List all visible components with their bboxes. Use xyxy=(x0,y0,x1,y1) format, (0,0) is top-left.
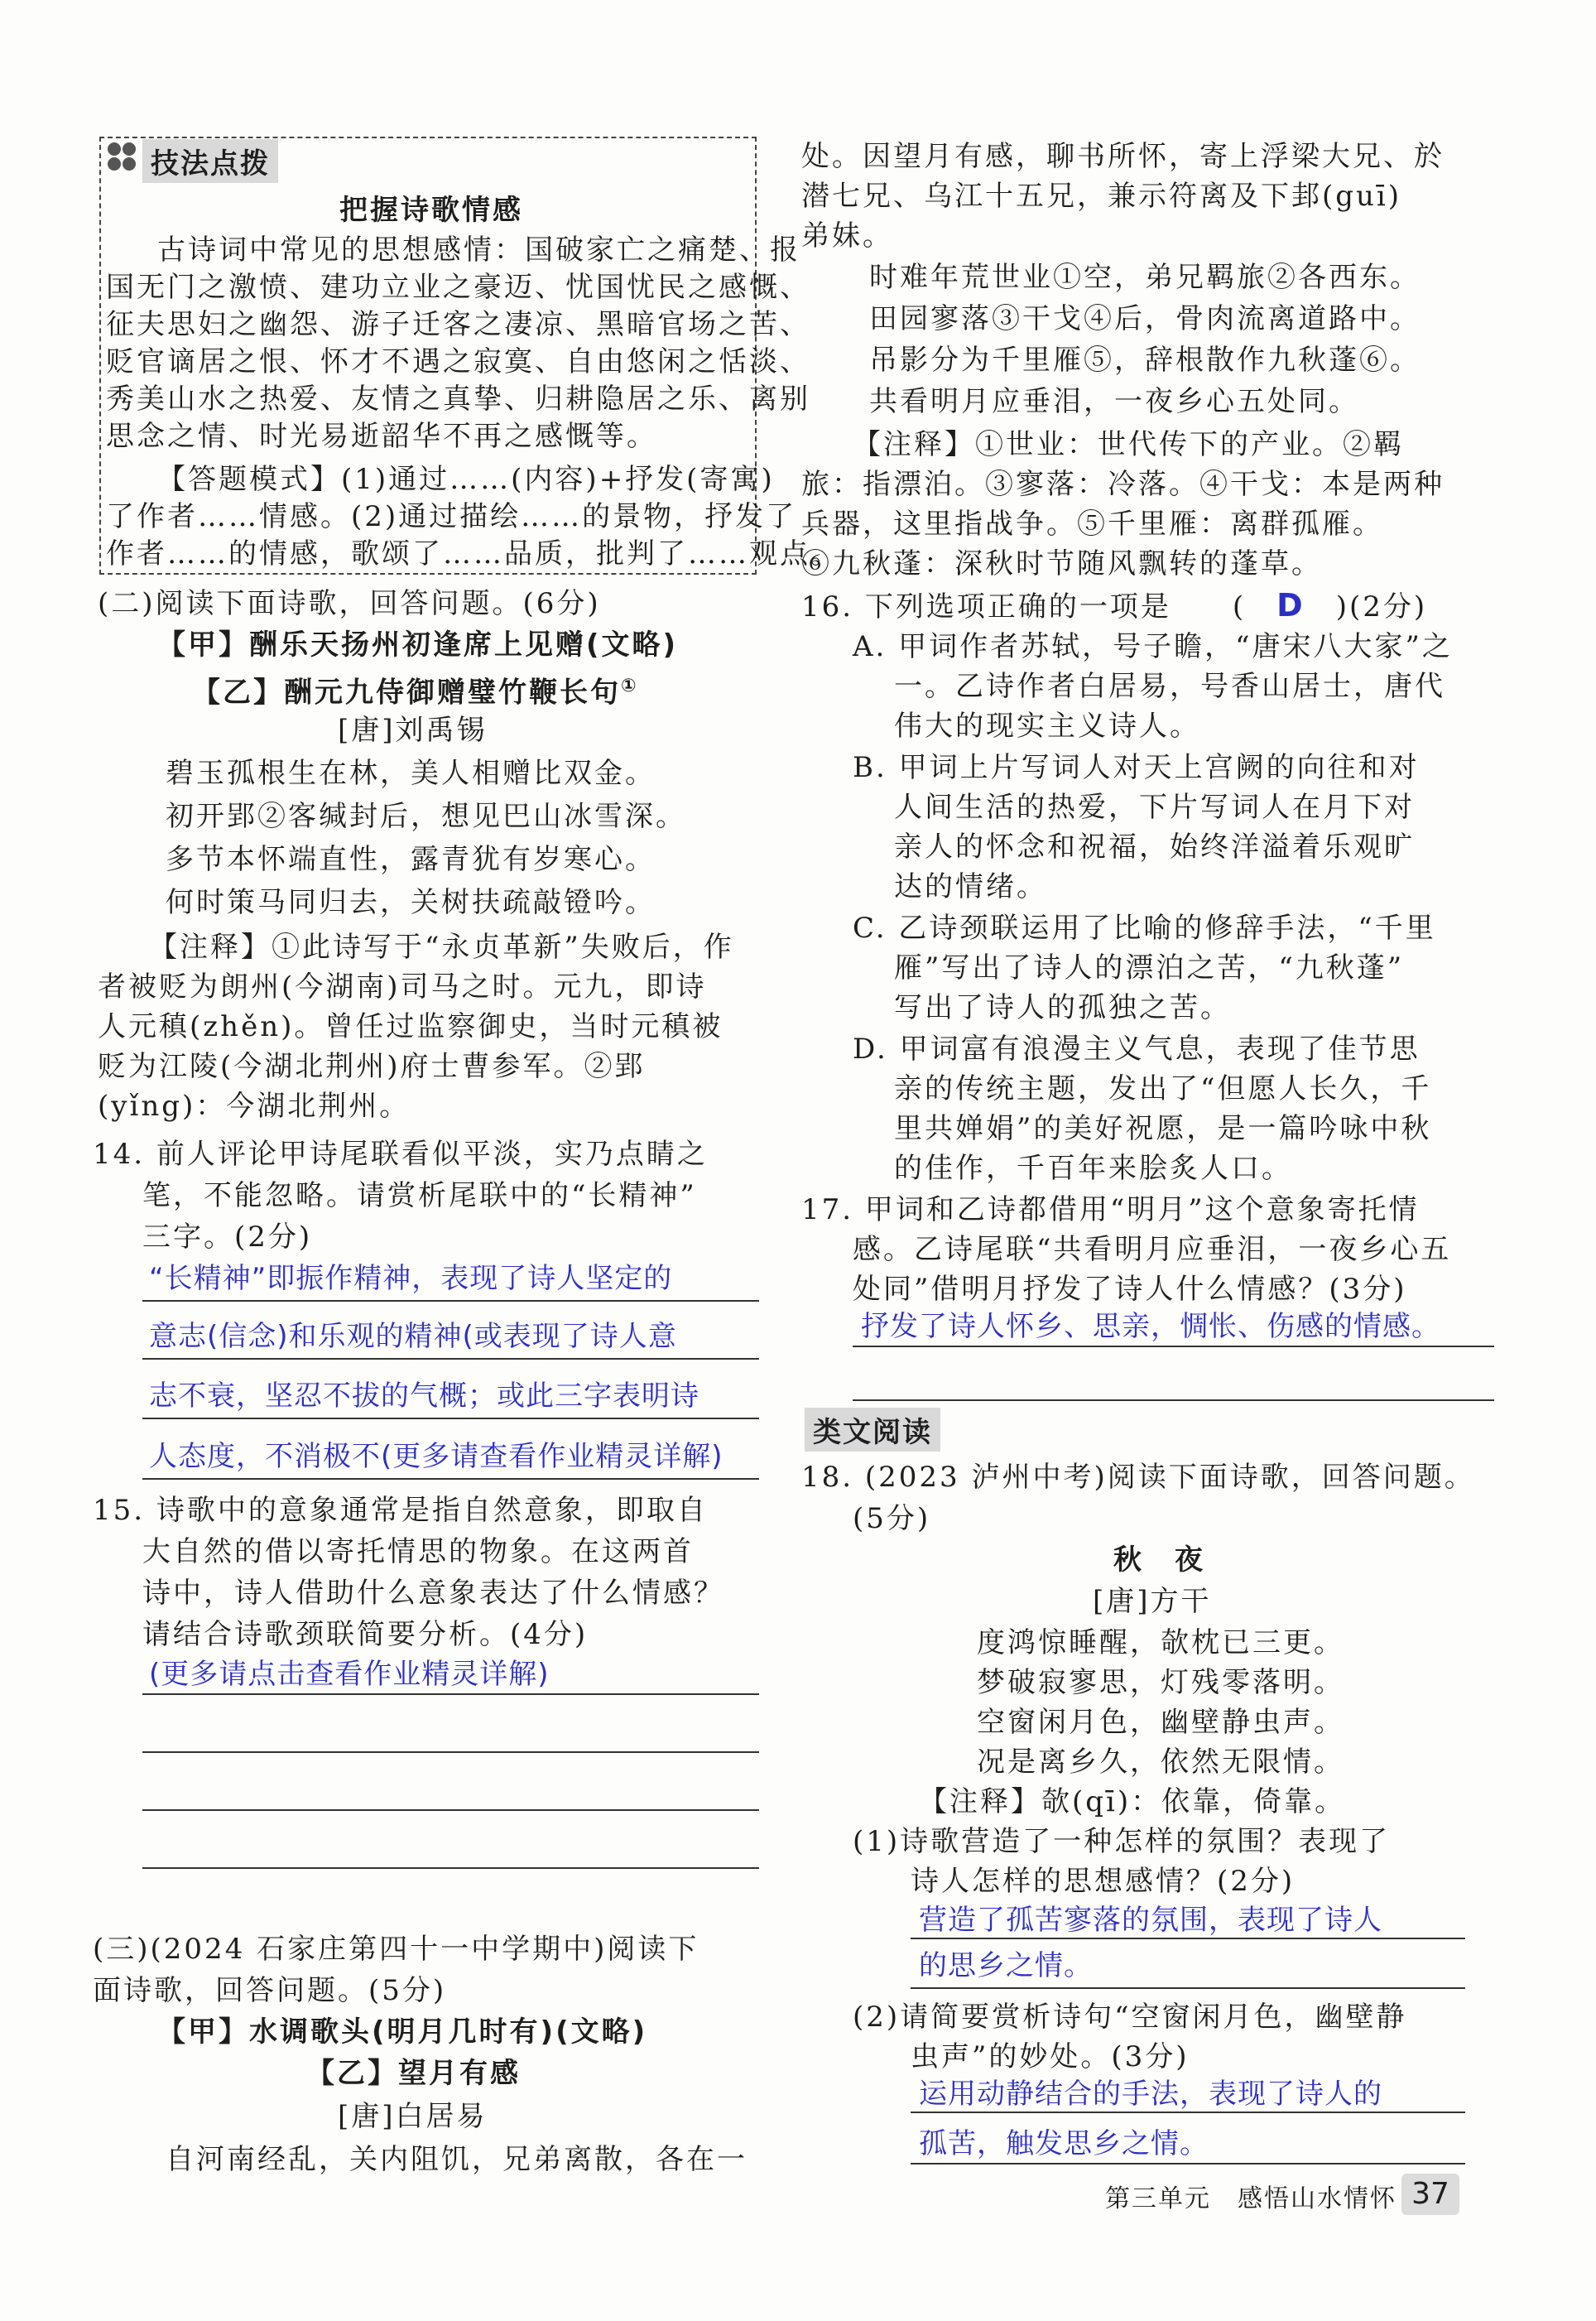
note-line: 兵器，这里指战争。⑤千里雁：离群孤雁。 xyxy=(801,508,1383,541)
preface-line: 潜七兄、乌江十五兄，兼示符离及下邽(guī) xyxy=(801,180,1402,213)
answer-rule xyxy=(911,1938,1465,1939)
q18-sub1-answer: 营造了孤苦寥落的氛围，表现了诗人 xyxy=(919,1904,1382,1937)
tip-dots-icon xyxy=(108,142,141,176)
sec2-poem-a: 【甲】酬乐天扬州初逢席上见赠(文略) xyxy=(157,628,679,662)
note-line: 【注释】①世业：世代传下的产业。②羁 xyxy=(853,428,1404,461)
q17-line: 17. 甲词和乙诗都借用“明月”这个意象寄托情 xyxy=(801,1193,1420,1226)
q18-line: (5分) xyxy=(853,1502,931,1535)
answer-rule xyxy=(853,1346,1494,1347)
sec3-author: [唐]白居易 xyxy=(338,2100,488,2133)
poem-author: [唐]方干 xyxy=(1093,1585,1212,1618)
note-line: 旅：指漂泊。③寥落：冷落。④干戈：本是两种 xyxy=(801,468,1445,501)
q16-option: 亲人的怀念和祝福，始终洋溢着乐观旷 xyxy=(894,831,1415,864)
sec2-author: [唐]刘禹锡 xyxy=(338,714,488,747)
answer-rule xyxy=(142,1300,759,1302)
q14-answer: 人态度，不消极不(更多请查看作业精灵详解) xyxy=(149,1440,723,1473)
sec3-poem-b: 【乙】望月有感 xyxy=(306,2057,521,2090)
sec3-heading: 面诗歌，回答问题。(5分) xyxy=(93,1974,447,2007)
tip-line: 了作者……情感。(2)通过描绘……的景物，抒发了 xyxy=(106,500,797,533)
answer-rule xyxy=(911,1987,1465,1989)
tip-line: 秀美山水之热爱、友情之真挚、归耕隐居之乐、离别 xyxy=(106,383,810,416)
q16-stem: 16. 下列选项正确的一项是 ( D )(2分) xyxy=(801,587,1428,624)
preface-line: 弟妹。 xyxy=(801,219,893,253)
poem-line: 时难年荒世业①空，弟兄羁旅②各西东。 xyxy=(869,261,1421,294)
poem-line: 何时策马同归去，关树扶疏敲镫吟。 xyxy=(166,886,656,919)
q16-option: 一。乙诗作者白居易，号香山居士，唐代 xyxy=(894,670,1445,703)
q17-answer: 抒发了诗人怀乡、思亲，惆怅、伤感的情感。 xyxy=(861,1310,1440,1343)
answer-rule xyxy=(142,1358,759,1360)
poem-line: 田园寥落③干戈④后，骨肉流离道路中。 xyxy=(869,302,1421,335)
poem-line: 空窗闲月色，幽壁静虫声。 xyxy=(977,1706,1344,1739)
sec2-poem-b: 【乙】酬元九侍御赠璧竹鞭长句① xyxy=(192,676,637,710)
q18-sub1: (1)诗歌营造了一种怎样的氛围？表现了 xyxy=(853,1825,1391,1858)
answer-rule xyxy=(142,1751,759,1753)
q15-line: 请结合诗歌颈联简要分析。(4分) xyxy=(142,1618,589,1651)
poem-line: 梦破寂寥思，灯残零落明。 xyxy=(977,1666,1344,1699)
tip-title: 把握诗歌情感 xyxy=(339,194,523,227)
q18-sub2-answer: 孤苦，触发思乡之情。 xyxy=(919,2127,1209,2160)
q16-option: 达的情绪。 xyxy=(894,870,1047,903)
q14-line: 三字。(2分) xyxy=(142,1221,313,1254)
q16-option: 的佳作，千百年来脍炙人口。 xyxy=(894,1152,1292,1185)
q16-option: 人间生活的热爱，下片写词人在月下对 xyxy=(894,791,1415,824)
tip-line: 征夫思妇之幽怨、游子迁客之凄凉、黑暗官场之苦、 xyxy=(106,308,810,341)
poem-line: 度鸿惊睡醒，欹枕已三更。 xyxy=(977,1626,1344,1659)
tip-line: 贬官谪居之恨、怀才不遇之寂寞、自由悠闲之恬淡、 xyxy=(106,345,810,378)
q16-option: 雁”写出了诗人的漂泊之苦，“九秋蓬” xyxy=(894,951,1405,985)
note-line: 人元稹(zhěn)。曾任过监察御史，当时元稹被 xyxy=(98,1010,723,1043)
answer-rule xyxy=(853,1399,1494,1401)
answer-rule xyxy=(142,1478,759,1480)
tip-line: 作者……的情感，歌颂了……品质，批判了……观点。 xyxy=(106,537,841,571)
q18-sub1-answer: 的思乡之情。 xyxy=(919,1949,1093,1982)
answer-rule xyxy=(142,1809,759,1811)
q18-sub2: (2)请简要赏析诗句“空窗闲月色，幽壁静 xyxy=(853,2001,1407,2034)
poem-title: 秋 夜 xyxy=(1113,1543,1205,1577)
answer-rule xyxy=(142,1867,759,1869)
answer-rule xyxy=(911,2163,1465,2165)
poem-note: 【注释】欹(qī)：依靠，倚靠。 xyxy=(919,1785,1346,1818)
q16-option: B. 甲词上片写词人对天上宫阙的向往和对 xyxy=(853,751,1420,784)
q16-option: 亲的传统主题，发出了“但愿人长久，千 xyxy=(894,1072,1432,1105)
footer-unit: 第三单元 感悟山水情怀 xyxy=(1105,2184,1396,2213)
q17-line: 处同”借明月抒发了诗人什么情感？(3分) xyxy=(853,1273,1407,1306)
q14-answer: “长精神”即振作精神，表现了诗人坚定的 xyxy=(149,1262,673,1295)
note-line: 贬为江陵(今湖北荆州)府士曹参军。②郢 xyxy=(98,1050,646,1083)
q15-line: 15. 诗歌中的意象通常是指自然意象，即取自 xyxy=(93,1494,708,1527)
q17-line: 感。乙诗尾联“共看明月应垂泪，一夜乡心五 xyxy=(853,1233,1452,1266)
tip-tag: 技法点拨 xyxy=(142,139,278,183)
q16-option: C. 乙诗颈联运用了比喻的修辞手法，“千里 xyxy=(853,912,1436,945)
q15-line: 诗中，诗人借助什么意象表达了什么情感？ xyxy=(142,1577,724,1610)
tip-line: 【答题模式】(1)通过……(内容)+抒发(寄寓) xyxy=(157,463,775,496)
q14-answer: 意志(信念)和乐观的精神(或表现了诗人意 xyxy=(149,1320,677,1353)
q16-option: 伟大的现实主义诗人。 xyxy=(894,710,1200,743)
q14-line: 笔，不能忽略。请赏析尾联中的“长精神” xyxy=(142,1179,697,1212)
note-line: 【注释】①此诗写于“永贞革新”失败后，作 xyxy=(149,931,734,964)
q18-sub1: 诗人怎样的思想感情？(2分) xyxy=(911,1865,1296,1898)
poem-line: 碧玉孤根生在林，美人相赠比双金。 xyxy=(166,757,656,790)
poem-line: 初开郢②客缄封后，想见巴山冰雪深。 xyxy=(166,800,686,833)
sec3-heading: (三)(2024 石家庄第四十一中学期中)阅读下 xyxy=(93,1933,699,1966)
tip-line: 古诗词中常见的思想感情：国破家亡之痛楚、报 xyxy=(157,234,800,267)
sec4-tag: 类文阅读 xyxy=(805,1408,940,1452)
preface-line: 处。因望月有感，聊书所怀，寄上浮梁大兄、於 xyxy=(801,140,1445,173)
tip-line: 国无门之激愤、建功立业之豪迈、忧国忧民之感慨、 xyxy=(106,271,810,304)
q18-line: 18. (2023 泸州中考)阅读下面诗歌，回答问题。 xyxy=(801,1461,1475,1494)
q18-sub2-answer: 运用动静结合的手法，表现了诗人的 xyxy=(919,2078,1382,2111)
q16-option: 里共婵娟”的美好祝愿，是一篇吟咏中秋 xyxy=(894,1112,1432,1145)
q14-line: 14. 前人评论甲诗尾联看似平淡，实乃点睛之 xyxy=(93,1138,708,1171)
q16-option: D. 甲词富有浪漫主义气息，表现了佳节思 xyxy=(853,1033,1421,1066)
q18-sub2: 虫声”的妙处。(3分) xyxy=(911,2040,1190,2073)
answer-rule xyxy=(142,1418,759,1419)
note-line: ⑥九秋蓬：深秋时节随风飘转的蓬草。 xyxy=(801,547,1322,580)
q15-answer: (更多请点击查看作业精灵详解) xyxy=(149,1658,550,1691)
note-line: 者被贬为朗州(今湖南)司马之时。元九，即诗 xyxy=(98,970,707,1004)
note-line: (yǐng)：今湖北荆州。 xyxy=(98,1090,411,1123)
sec3-poem-a: 【甲】水调歌头(明月几时有)(文略) xyxy=(157,2015,648,2049)
poem-line: 共看明月应垂泪，一夜乡心五处同。 xyxy=(869,385,1359,418)
q14-answer: 志不衰，坚忍不拔的气概；或此三字表明诗 xyxy=(149,1380,699,1413)
poem-line: 多节本怀端直性，露青犹有岁寒心。 xyxy=(166,843,656,876)
tip-line: 思念之情、时光易逝韶华不再之感慨等。 xyxy=(106,420,657,453)
preface-line: 自河南经乱，关内阻饥，兄弟离散，各在一 xyxy=(166,2143,748,2176)
poem-line: 吊影分为千里雁⑤，辞根散作九秋蓬⑥。 xyxy=(869,344,1421,377)
page-number: 37 xyxy=(1401,2174,1459,2215)
q16-answer: D xyxy=(1276,587,1305,624)
q16-option: A. 甲词作者苏轼，号子瞻，“唐宋八大家”之 xyxy=(853,630,1453,663)
sec2-heading: (二)阅读下面诗歌，回答问题。(6分) xyxy=(98,587,601,620)
answer-rule xyxy=(911,2112,1465,2113)
answer-rule xyxy=(142,1693,759,1695)
q15-line: 大自然的借以寄托情思的物象。在这两首 xyxy=(142,1535,694,1568)
q16-option: 写出了诗人的孤独之苦。 xyxy=(894,991,1231,1024)
poem-line: 况是离乡久，依然无限情。 xyxy=(977,1746,1344,1779)
